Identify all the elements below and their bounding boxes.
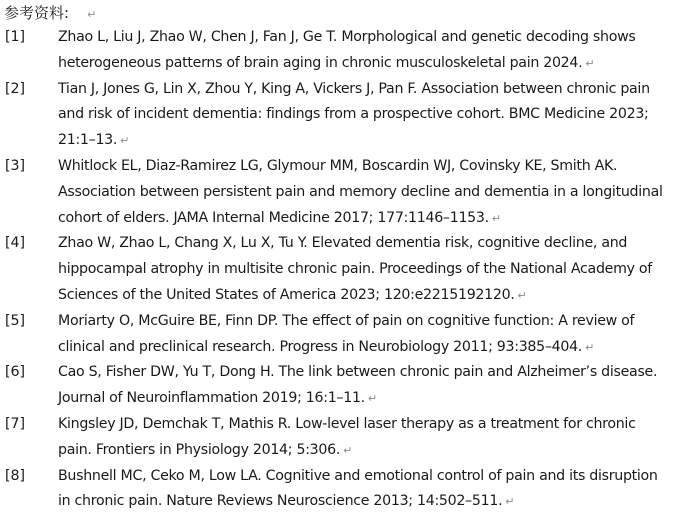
reference-line — [58, 77, 694, 103]
reference-line-text: and risk of incident dementia: findings from a prospective cohort. BMC Medicine 2023; — [58, 106, 649, 123]
reference-text — [58, 231, 694, 308]
reference-number: [8] — [5, 467, 26, 484]
reference-number: [2] — [5, 80, 26, 97]
reference-line — [58, 128, 694, 154]
reference-number: [1] — [5, 29, 26, 45]
reference-line-text: Moriarty O, McGuire BE, Finn DP. The effect of pain on cognitive function: A review of — [58, 312, 635, 329]
references-heading-label: 参考资料: — [4, 4, 70, 22]
reference-line-text: heterogeneous patterns of brain aging in chronic musculoskeletal pain 2024. — [58, 54, 583, 71]
reference-line-text: Kingsley JD, Demchak T, Mathis R. Low-level laser therapy as a treatment for chronic — [58, 416, 636, 432]
reference-line-text: Tian J, Jones G, Lin X, Zhou Y, King A, Vickers J, Pan F. Association between chronic pain — [58, 80, 650, 97]
paragraph-mark-icon: ↵ — [343, 443, 352, 457]
paragraph-mark-icon: ↵ — [505, 495, 515, 509]
paragraph-mark-icon: ↵ — [517, 288, 527, 302]
reference-line-text: cohort of elders. JAMA Internal Medicine 2017; 177:1146–1153. — [58, 209, 489, 226]
reference-line — [58, 412, 694, 438]
reference-line-text: pain. Frontiers in Physiology 2014; 5:306. — [58, 441, 341, 458]
references-heading — [4, 2, 96, 26]
reference-number: [4] — [5, 235, 26, 252]
reference-line-text: Sciences of the United States of America 2023; 120:e2215192120. — [58, 286, 515, 303]
reference-line-text: clinical and preclinical research. Progress in Neurobiology 2011; 93:385–404. — [58, 338, 583, 355]
reference-line — [58, 180, 694, 206]
paragraph-mark-icon: ↵ — [87, 8, 97, 21]
paragraph-mark-icon: ↵ — [491, 211, 501, 225]
reference-line-text: Zhao W, Zhao L, Chang X, Lu X, Tu Y. Elevated dementia risk, cognitive decline, and — [58, 235, 628, 252]
paragraph-mark-icon: ↵ — [120, 134, 130, 148]
reference-text — [58, 360, 694, 412]
reference-line-text: Cao S, Fisher DW, Yu T, Dong H. The link between chronic pain and Alzheimer’s disease. — [58, 364, 658, 381]
reference-text — [58, 464, 694, 516]
reference-line — [58, 360, 694, 386]
reference-line — [58, 489, 694, 515]
reference-number: [6] — [5, 364, 26, 381]
reference-line-text: hippocampal atrophy in multisite chronic pain. Proceedings of the National Academy of — [58, 261, 652, 278]
reference-line — [58, 438, 694, 464]
reference-line — [58, 386, 694, 412]
reference-line-text: Association between persistent pain and memory decline and dementia in a longitudinal — [58, 183, 663, 200]
reference-number: [3] — [5, 158, 26, 174]
reference-line — [58, 154, 694, 180]
reference-line — [58, 231, 694, 257]
reference-line — [58, 51, 694, 77]
reference-text — [58, 25, 694, 77]
reference-text — [58, 154, 694, 231]
reference-line-text: Zhao L, Liu J, Zhao W, Chen J, Fan J, Ge T. Morphological and genetic decoding shows — [58, 29, 636, 45]
reference-line — [58, 206, 694, 232]
reference-text — [58, 412, 694, 464]
reference-line — [58, 464, 694, 490]
paragraph-mark-icon: ↵ — [367, 392, 377, 406]
reference-line — [58, 309, 694, 335]
reference-line-text: Whitlock EL, Diaz-Ramirez LG, Glymour MM, Boscardin WJ, Covinsky KE, Smith AK. — [58, 158, 618, 174]
reference-text — [58, 77, 694, 154]
reference-line — [58, 257, 694, 283]
reference-line — [58, 335, 694, 361]
paragraph-mark-icon: ↵ — [585, 340, 594, 354]
reference-line-text: 21:1–13. — [58, 132, 118, 149]
paragraph-mark-icon: ↵ — [585, 56, 595, 70]
reference-number: [5] — [5, 312, 26, 329]
reference-line-text: Journal of Neuroinflammation 2019; 16:1–11. — [58, 390, 365, 407]
reference-line — [58, 25, 694, 51]
reference-text — [58, 309, 694, 361]
reference-line — [58, 102, 694, 128]
reference-line-text: in chronic pain. Nature Reviews Neuroscience 2013; 14:502–511. — [58, 493, 503, 510]
reference-number: [7] — [5, 416, 26, 432]
reference-line-text: Bushnell MC, Ceko M, Low LA. Cognitive and emotional control of pain and its disruption — [58, 467, 658, 484]
reference-line — [58, 283, 694, 309]
